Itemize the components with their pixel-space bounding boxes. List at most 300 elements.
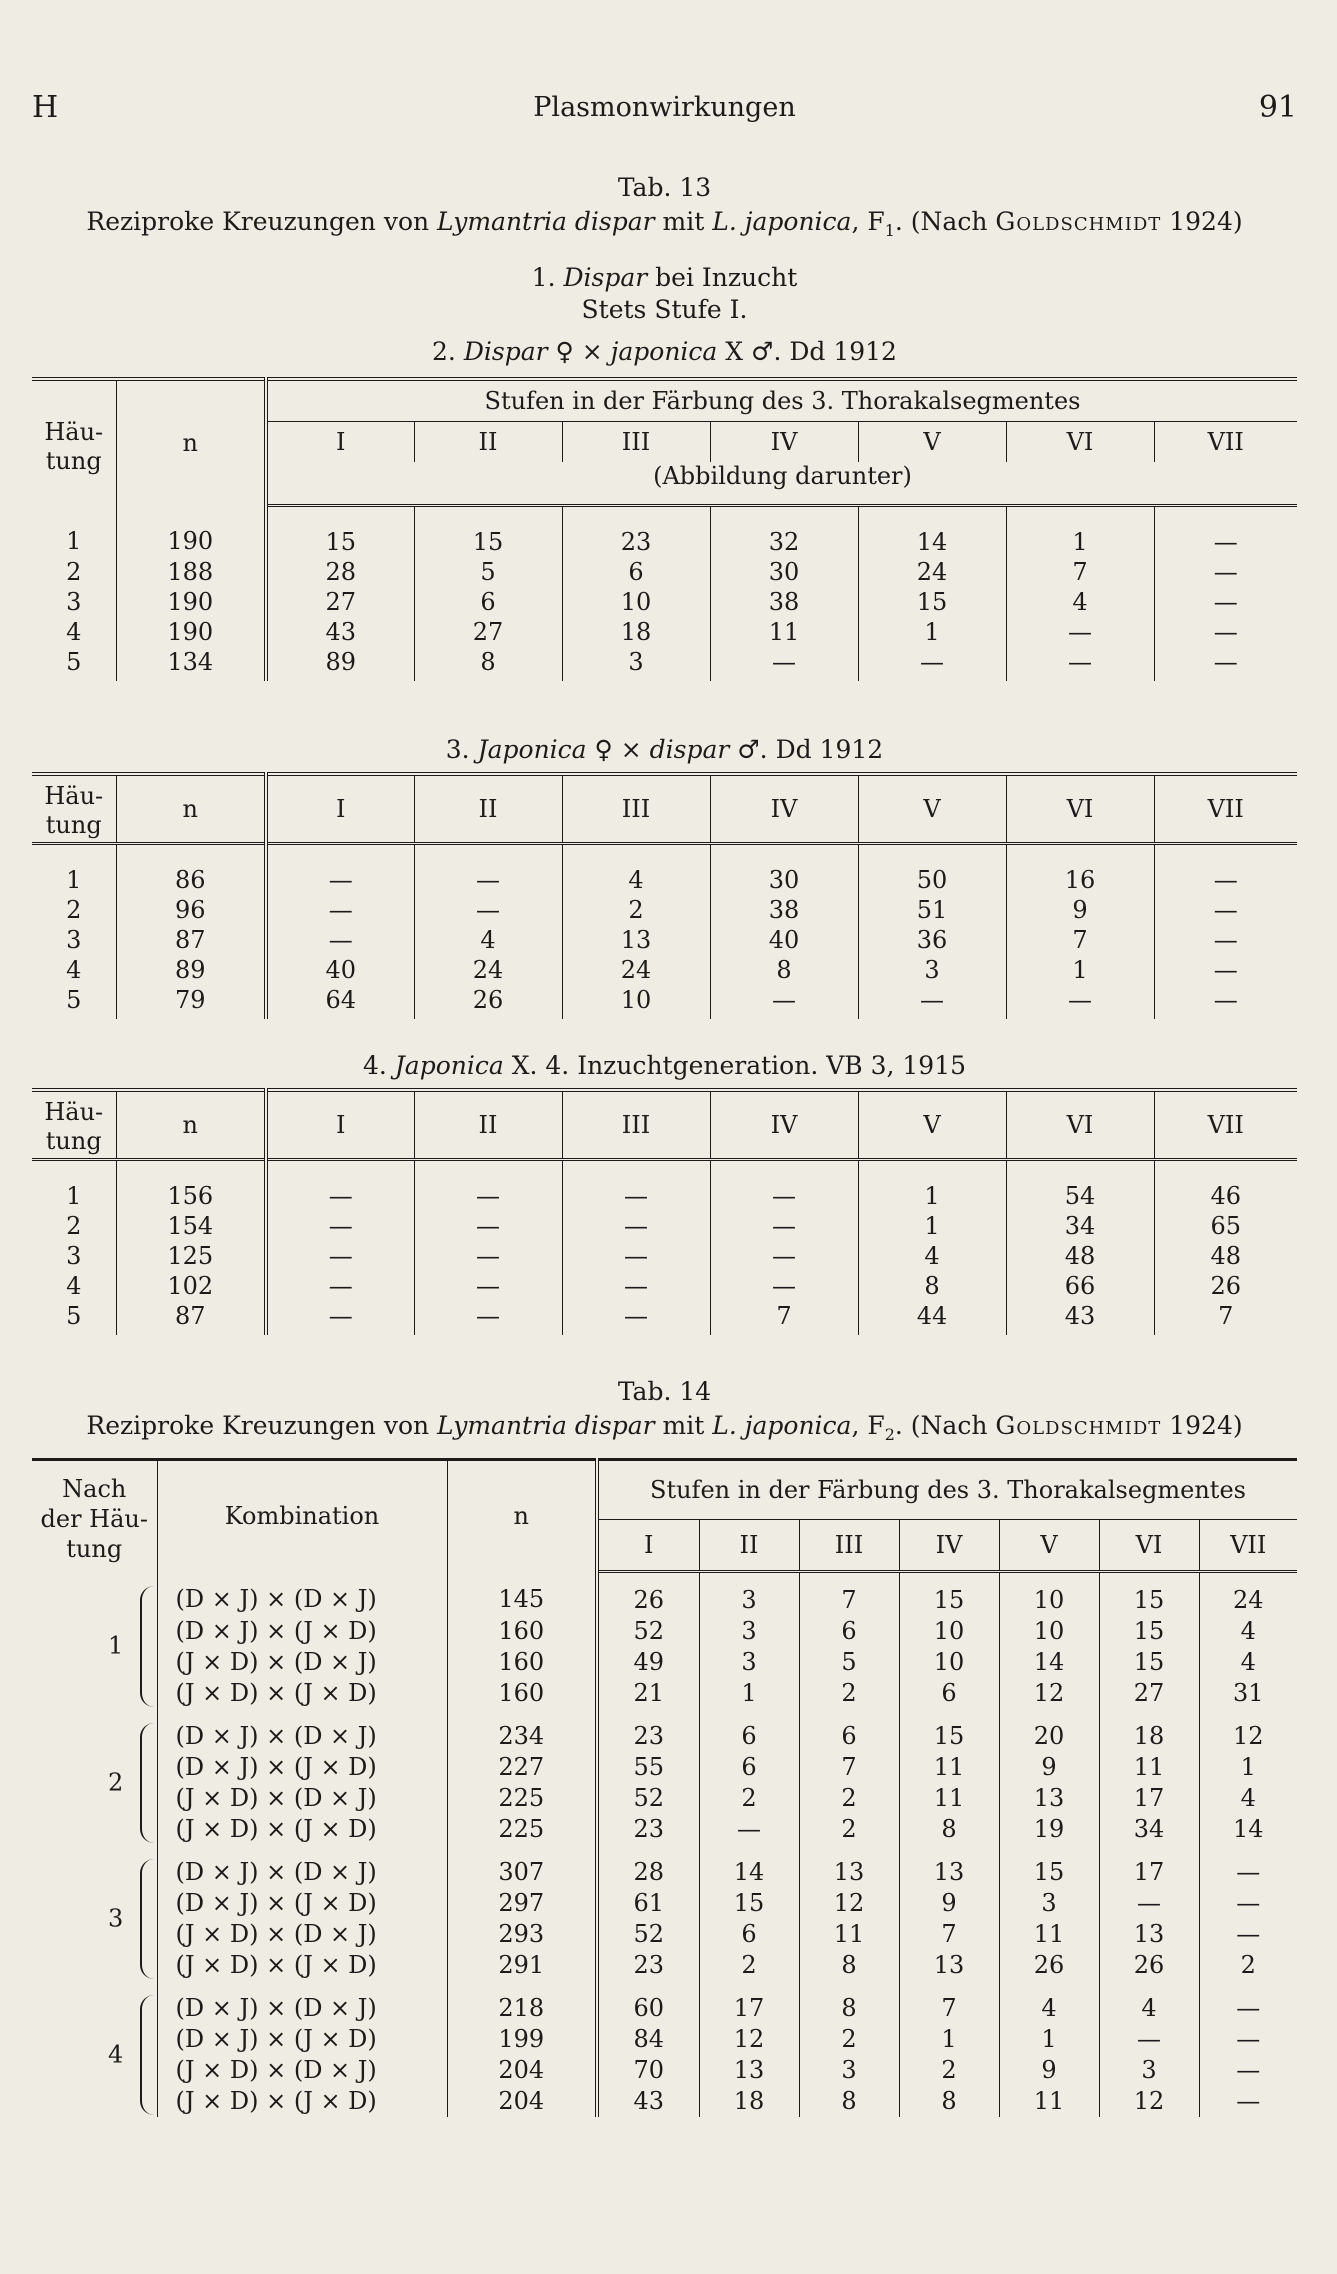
kombination-cell: (J × D) × (J × D) bbox=[157, 1678, 447, 1709]
table-row bbox=[32, 2086, 1297, 2117]
stufe-cell: 12 bbox=[1199, 1709, 1297, 1752]
table-section4 bbox=[32, 1088, 1297, 1335]
n-cell: 160 bbox=[447, 1647, 597, 1678]
stufe-cell: 61 bbox=[597, 1888, 699, 1919]
section-letter: H bbox=[32, 90, 59, 125]
kombination-cell: (D × J) × (J × D) bbox=[157, 1888, 447, 1919]
stufe-cell: — bbox=[1199, 1919, 1297, 1950]
kombination-cell: (D × J) × (J × D) bbox=[157, 2024, 447, 2055]
group-cell bbox=[32, 1845, 157, 1981]
stufe-cell: — bbox=[266, 925, 414, 955]
haeutung-cell: 3 bbox=[66, 926, 82, 954]
n-cell: 293 bbox=[447, 1919, 597, 1950]
n-cell: 102 bbox=[116, 1271, 266, 1301]
table-row bbox=[32, 617, 1297, 647]
stufe-cell: 34 bbox=[1006, 1211, 1154, 1241]
stufe-cell: — bbox=[1199, 2086, 1297, 2117]
stufe-cell: 4 bbox=[1006, 587, 1154, 617]
stufe-cell: 15 bbox=[699, 1888, 799, 1919]
level-header: II bbox=[699, 1520, 799, 1572]
stufe-cell: 11 bbox=[899, 1783, 999, 1814]
haeutung-cell: 1 bbox=[66, 866, 82, 894]
n-cell: 190 bbox=[116, 506, 266, 558]
table-row bbox=[32, 1160, 1297, 1212]
stufe-cell: 34 bbox=[1099, 1814, 1199, 1845]
stufe-cell: 36 bbox=[858, 925, 1006, 955]
haeutung-cell: 1 bbox=[66, 1182, 82, 1210]
n-cell: 160 bbox=[447, 1678, 597, 1709]
level-header: III bbox=[562, 422, 710, 463]
level-header: I bbox=[266, 774, 414, 844]
stufe-cell: 52 bbox=[597, 1616, 699, 1647]
table-row bbox=[32, 1845, 1297, 1888]
stufe-cell: — bbox=[710, 1211, 858, 1241]
stufe-cell: 3 bbox=[858, 955, 1006, 985]
table-row bbox=[32, 1981, 1297, 2024]
stufe-cell: 4 bbox=[1199, 1783, 1297, 1814]
stufe-cell: 6 bbox=[699, 1752, 799, 1783]
stufe-cell: 27 bbox=[1099, 1678, 1199, 1709]
stufe-cell: 26 bbox=[1099, 1950, 1199, 1981]
stufe-cell: 11 bbox=[999, 2086, 1099, 2117]
stufe-cell: 48 bbox=[1006, 1241, 1154, 1271]
stufe-cell: 23 bbox=[597, 1814, 699, 1845]
col-n: n bbox=[116, 774, 266, 844]
stufe-cell: 51 bbox=[858, 895, 1006, 925]
level-header: I bbox=[597, 1520, 699, 1572]
stufe-cell: 14 bbox=[1199, 1814, 1297, 1845]
stufe-cell: 2 bbox=[562, 895, 710, 925]
level-header: II bbox=[414, 1090, 562, 1160]
stufe-cell: 15 bbox=[1099, 1616, 1199, 1647]
n-cell: 188 bbox=[116, 557, 266, 587]
stufe-cell: 48 bbox=[1154, 1241, 1297, 1271]
stufe-cell: 14 bbox=[999, 1647, 1099, 1678]
stufe-cell: 70 bbox=[597, 2055, 699, 2086]
stufe-cell: 4 bbox=[1099, 1981, 1199, 2024]
stufe-cell: 14 bbox=[858, 506, 1006, 558]
stufen-header: Stufen in der Färbung des 3. Thorakalsegmentes bbox=[597, 1460, 1297, 1520]
stufe-cell: 27 bbox=[266, 587, 414, 617]
stufe-cell: 11 bbox=[999, 1919, 1099, 1950]
stufe-cell: 6 bbox=[414, 587, 562, 617]
level-header: I bbox=[266, 422, 414, 463]
stufe-cell: — bbox=[414, 1160, 562, 1212]
stufe-cell: 11 bbox=[799, 1919, 899, 1950]
stufe-cell: — bbox=[858, 647, 1006, 681]
stufe-cell: 64 bbox=[266, 985, 414, 1019]
stufe-cell: — bbox=[1006, 647, 1154, 681]
stufe-cell: 2 bbox=[799, 1678, 899, 1709]
col-nach-haeutung: Nach der Häu- tung bbox=[40, 1475, 148, 1564]
group-brace bbox=[140, 1586, 156, 1708]
stufe-cell: — bbox=[1154, 955, 1297, 985]
n-cell: 87 bbox=[116, 1301, 266, 1335]
table-row bbox=[32, 895, 1297, 925]
stufe-cell: 11 bbox=[710, 617, 858, 647]
stufe-cell: 13 bbox=[899, 1950, 999, 1981]
stufe-cell: 18 bbox=[562, 617, 710, 647]
stufe-cell: 17 bbox=[1099, 1845, 1199, 1888]
stufe-cell: — bbox=[266, 1160, 414, 1212]
stufe-cell: 7 bbox=[799, 1572, 899, 1617]
stufe-cell: 19 bbox=[999, 1814, 1099, 1845]
stufe-cell: 2 bbox=[1199, 1950, 1297, 1981]
group-number: 3 bbox=[108, 1904, 124, 1933]
abbildung-note: (Abbildung darunter) bbox=[266, 462, 1297, 506]
col-haeutung: Häu- tung bbox=[44, 418, 104, 476]
table-row bbox=[32, 985, 1297, 1019]
stufe-cell: 24 bbox=[562, 955, 710, 985]
stufe-cell: — bbox=[1154, 587, 1297, 617]
table-row bbox=[32, 1783, 1297, 1814]
stufe-cell: 1 bbox=[899, 2024, 999, 2055]
stufe-cell: 23 bbox=[597, 1709, 699, 1752]
running-head bbox=[32, 90, 1297, 130]
stufe-cell: — bbox=[858, 985, 1006, 1019]
n-cell: 204 bbox=[447, 2055, 597, 2086]
kombination-cell: (J × D) × (D × J) bbox=[157, 1647, 447, 1678]
stufe-cell: — bbox=[1199, 1981, 1297, 2024]
stufe-cell: — bbox=[1199, 1888, 1297, 1919]
stufe-cell: 28 bbox=[597, 1845, 699, 1888]
stufe-cell: 2 bbox=[799, 2024, 899, 2055]
n-cell: 225 bbox=[447, 1814, 597, 1845]
stufe-cell: — bbox=[1006, 985, 1154, 1019]
stufe-cell: 1 bbox=[1006, 506, 1154, 558]
group-brace bbox=[140, 1859, 156, 1979]
stufe-cell: 24 bbox=[858, 557, 1006, 587]
section3-title: 3. Japonica ♀ × dispar ♂. Dd 1912 bbox=[445, 735, 884, 764]
stufe-cell: 30 bbox=[710, 557, 858, 587]
stufe-cell: — bbox=[1006, 617, 1154, 647]
level-header: IV bbox=[710, 774, 858, 844]
stufe-cell: 7 bbox=[1006, 557, 1154, 587]
stufe-cell: 8 bbox=[799, 1981, 899, 2024]
stufe-cell: 52 bbox=[597, 1783, 699, 1814]
stufe-cell: 10 bbox=[899, 1647, 999, 1678]
stufe-cell: 40 bbox=[266, 955, 414, 985]
stufe-cell: 2 bbox=[699, 1950, 799, 1981]
stufe-cell: — bbox=[414, 1271, 562, 1301]
n-cell: 307 bbox=[447, 1845, 597, 1888]
stufe-cell: 4 bbox=[1199, 1647, 1297, 1678]
stufe-cell: — bbox=[414, 1211, 562, 1241]
stufe-cell: 27 bbox=[414, 617, 562, 647]
level-header: IV bbox=[710, 422, 858, 463]
table-row bbox=[32, 1572, 1297, 1617]
stufe-cell: 10 bbox=[562, 985, 710, 1019]
col-n: n bbox=[447, 1460, 597, 1572]
stufe-cell: 10 bbox=[899, 1616, 999, 1647]
table-section2 bbox=[32, 377, 1297, 681]
table-row bbox=[32, 955, 1297, 985]
n-cell: 190 bbox=[116, 617, 266, 647]
stufe-cell: 66 bbox=[1006, 1271, 1154, 1301]
stufe-cell: 84 bbox=[597, 2024, 699, 2055]
stufe-cell: 24 bbox=[414, 955, 562, 985]
stufe-cell: 2 bbox=[699, 1783, 799, 1814]
section4-title: 4. Japonica X. 4. Inzuchtgeneration. VB 3, 1915 bbox=[362, 1051, 967, 1080]
stufe-cell: 15 bbox=[1099, 1572, 1199, 1617]
group-brace bbox=[140, 1723, 156, 1843]
stufe-cell: — bbox=[562, 1241, 710, 1271]
stufe-cell: — bbox=[1154, 647, 1297, 681]
stufe-cell: 89 bbox=[266, 647, 414, 681]
n-cell: 154 bbox=[116, 1211, 266, 1241]
stufe-cell: 6 bbox=[799, 1709, 899, 1752]
stufe-cell: 7 bbox=[799, 1752, 899, 1783]
level-header: I bbox=[266, 1090, 414, 1160]
kombination-cell: (J × D) × (D × J) bbox=[157, 2055, 447, 2086]
stufe-cell: 17 bbox=[1099, 1783, 1199, 1814]
stufe-cell: 3 bbox=[699, 1616, 799, 1647]
kombination-cell: (J × D) × (D × J) bbox=[157, 1919, 447, 1950]
stufe-cell: 3 bbox=[562, 647, 710, 681]
level-header: V bbox=[858, 1090, 1006, 1160]
table-row bbox=[32, 1752, 1297, 1783]
group-number: 2 bbox=[108, 1768, 124, 1797]
stufe-cell: 15 bbox=[858, 587, 1006, 617]
n-cell: 86 bbox=[116, 844, 266, 896]
group-cell bbox=[32, 1709, 157, 1845]
kombination-cell: (D × J) × (D × J) bbox=[157, 1845, 447, 1888]
stufe-cell: — bbox=[1154, 844, 1297, 896]
stufe-cell: 4 bbox=[562, 844, 710, 896]
stufe-cell: 8 bbox=[710, 955, 858, 985]
stufe-cell: — bbox=[414, 1241, 562, 1271]
stufe-cell: 52 bbox=[597, 1919, 699, 1950]
stufe-cell: 3 bbox=[699, 1647, 799, 1678]
stufe-cell: 1 bbox=[858, 617, 1006, 647]
stufe-cell: 9 bbox=[899, 1888, 999, 1919]
haeutung-cell: 1 bbox=[66, 527, 82, 556]
stufe-cell: — bbox=[1154, 506, 1297, 558]
stufe-cell: 5 bbox=[799, 1647, 899, 1678]
col-n: n bbox=[116, 1090, 266, 1160]
table-row bbox=[32, 647, 1297, 681]
stufe-cell: 2 bbox=[899, 2055, 999, 2086]
stufe-cell: — bbox=[562, 1211, 710, 1241]
stufe-cell: 7 bbox=[1006, 925, 1154, 955]
stufe-cell: 38 bbox=[710, 587, 858, 617]
col-kombination: Kombination bbox=[157, 1460, 447, 1572]
level-header: III bbox=[799, 1520, 899, 1572]
level-header: VI bbox=[1006, 774, 1154, 844]
stufe-cell: — bbox=[562, 1271, 710, 1301]
stufe-cell: 2 bbox=[799, 1814, 899, 1845]
stufe-cell: 8 bbox=[899, 1814, 999, 1845]
stufe-cell: 43 bbox=[1006, 1301, 1154, 1335]
stufe-cell: 54 bbox=[1006, 1160, 1154, 1212]
group-brace bbox=[140, 1995, 156, 2115]
stufe-cell: 11 bbox=[1099, 1752, 1199, 1783]
table-row bbox=[32, 925, 1297, 955]
stufe-cell: 10 bbox=[999, 1572, 1099, 1617]
stufe-cell: — bbox=[562, 1301, 710, 1335]
col-haeutung: Häu- tung bbox=[32, 774, 116, 844]
stufe-cell: 3 bbox=[799, 2055, 899, 2086]
stufe-cell: 2 bbox=[799, 1783, 899, 1814]
stufe-cell: — bbox=[414, 844, 562, 896]
stufe-cell: 15 bbox=[1099, 1647, 1199, 1678]
table-row bbox=[32, 1271, 1297, 1301]
stufe-cell: 28 bbox=[266, 557, 414, 587]
kombination-cell: (D × J) × (J × D) bbox=[157, 1616, 447, 1647]
table-row bbox=[32, 1301, 1297, 1335]
stufe-cell: 26 bbox=[414, 985, 562, 1019]
haeutung-cell: 5 bbox=[66, 648, 82, 676]
stufe-cell: 6 bbox=[699, 1709, 799, 1752]
kombination-cell: (J × D) × (J × D) bbox=[157, 1950, 447, 1981]
n-cell: 79 bbox=[116, 985, 266, 1019]
stufe-cell: 12 bbox=[799, 1888, 899, 1919]
kombination-cell: (J × D) × (J × D) bbox=[157, 1814, 447, 1845]
stufe-cell: 3 bbox=[999, 1888, 1099, 1919]
stufe-cell: 20 bbox=[999, 1709, 1099, 1752]
stufe-cell: — bbox=[266, 1301, 414, 1335]
table-row bbox=[32, 1709, 1297, 1752]
haeutung-cell: 5 bbox=[66, 1302, 82, 1330]
haeutung-cell: 2 bbox=[66, 1212, 82, 1240]
stufe-cell: 26 bbox=[597, 1572, 699, 1617]
stufe-cell: 6 bbox=[799, 1616, 899, 1647]
stufe-cell: — bbox=[266, 1271, 414, 1301]
n-cell: 190 bbox=[116, 587, 266, 617]
stufe-cell: 15 bbox=[899, 1572, 999, 1617]
stufe-cell: — bbox=[710, 1241, 858, 1271]
stufe-cell: — bbox=[699, 1814, 799, 1845]
stufe-cell: 8 bbox=[799, 1950, 899, 1981]
table-row bbox=[32, 1950, 1297, 1981]
n-cell: 96 bbox=[116, 895, 266, 925]
n-cell: 156 bbox=[116, 1160, 266, 1212]
stufe-cell: — bbox=[1099, 2024, 1199, 2055]
stufe-cell: — bbox=[1199, 2055, 1297, 2086]
n-cell: 291 bbox=[447, 1950, 597, 1981]
table-tab14 bbox=[32, 1458, 1297, 2117]
n-cell: 125 bbox=[116, 1241, 266, 1271]
n-cell: 234 bbox=[447, 1709, 597, 1752]
kombination-cell: (J × D) × (J × D) bbox=[157, 2086, 447, 2117]
stufe-cell: 21 bbox=[597, 1678, 699, 1709]
stufe-cell: 7 bbox=[1154, 1301, 1297, 1335]
stufe-cell: 13 bbox=[1099, 1919, 1199, 1950]
stufe-cell: 4 bbox=[858, 1241, 1006, 1271]
tab14-caption: Reziproke Kreuzungen von Lymantria dispar mit L. japonica, $F_2$. (Nach Goldschmidt 1924) bbox=[86, 1411, 1243, 1444]
n-cell: 227 bbox=[447, 1752, 597, 1783]
table-section3 bbox=[32, 772, 1297, 1019]
section2-title: 2. Dispar ♀ × japonica X ♂. Dd 1912 bbox=[432, 337, 897, 366]
stufe-cell: — bbox=[562, 1160, 710, 1212]
section1-title: 1. Dispar bei Inzucht bbox=[531, 263, 798, 292]
stufe-cell: 3 bbox=[1099, 2055, 1199, 2086]
kombination-cell: (D × J) × (D × J) bbox=[157, 1709, 447, 1752]
table-row bbox=[32, 1647, 1297, 1678]
col-haeutung: Häu- tung bbox=[32, 1090, 116, 1160]
stufe-cell: 12 bbox=[1099, 2086, 1199, 2117]
n-cell: 199 bbox=[447, 2024, 597, 2055]
stufe-cell: 12 bbox=[999, 1678, 1099, 1709]
stufe-cell: 38 bbox=[710, 895, 858, 925]
stufe-cell: 1 bbox=[699, 1678, 799, 1709]
level-header: IV bbox=[710, 1090, 858, 1160]
stufe-cell: 9 bbox=[1006, 895, 1154, 925]
stufe-cell: — bbox=[1199, 2024, 1297, 2055]
stufe-cell: 23 bbox=[597, 1950, 699, 1981]
table-row bbox=[32, 1888, 1297, 1919]
stufe-cell: — bbox=[266, 1241, 414, 1271]
stufe-cell: 1 bbox=[858, 1211, 1006, 1241]
group-number: 4 bbox=[108, 2040, 124, 2069]
level-header: VII bbox=[1154, 422, 1297, 463]
group-cell bbox=[32, 1572, 157, 1710]
group-number: 1 bbox=[108, 1631, 124, 1660]
table-row bbox=[32, 1919, 1297, 1950]
tab14-label: Tab. 14 bbox=[617, 1377, 712, 1406]
n-cell: 87 bbox=[116, 925, 266, 955]
haeutung-cell: 2 bbox=[66, 896, 82, 924]
stufe-cell: — bbox=[1154, 617, 1297, 647]
n-cell: 204 bbox=[447, 2086, 597, 2117]
n-cell: 89 bbox=[116, 955, 266, 985]
table-row bbox=[32, 1616, 1297, 1647]
stufe-cell: 46 bbox=[1154, 1160, 1297, 1212]
haeutung-cell: 3 bbox=[66, 1242, 82, 1270]
n-cell: 134 bbox=[116, 647, 266, 681]
stufe-cell: 16 bbox=[1006, 844, 1154, 896]
stufe-cell: 10 bbox=[999, 1616, 1099, 1647]
stufe-cell: 4 bbox=[999, 1981, 1099, 2024]
level-header: V bbox=[858, 774, 1006, 844]
table-row bbox=[32, 1814, 1297, 1845]
stufe-cell: — bbox=[266, 1211, 414, 1241]
stufe-cell: 8 bbox=[414, 647, 562, 681]
table-row bbox=[32, 587, 1297, 617]
level-header: VII bbox=[1199, 1520, 1297, 1572]
stufe-cell: 7 bbox=[899, 1981, 999, 2024]
kombination-cell: (J × D) × (D × J) bbox=[157, 1783, 447, 1814]
page-number: 91 bbox=[1258, 90, 1297, 125]
stufe-cell: 26 bbox=[1154, 1271, 1297, 1301]
stufe-cell: 17 bbox=[699, 1981, 799, 2024]
stufe-cell: — bbox=[414, 1301, 562, 1335]
stufe-cell: 23 bbox=[562, 506, 710, 558]
level-header: II bbox=[414, 774, 562, 844]
table-row bbox=[32, 557, 1297, 587]
haeutung-cell: 4 bbox=[66, 1272, 82, 1300]
stufe-cell: 1 bbox=[999, 2024, 1099, 2055]
stufe-cell: 13 bbox=[899, 1845, 999, 1888]
stufe-cell: 31 bbox=[1199, 1678, 1297, 1709]
stufe-cell: 43 bbox=[597, 2086, 699, 2117]
stufe-cell: 4 bbox=[1199, 1616, 1297, 1647]
table-row bbox=[32, 2055, 1297, 2086]
kombination-cell: (D × J) × (D × J) bbox=[157, 1572, 447, 1617]
stufe-cell: — bbox=[1154, 985, 1297, 1019]
stufe-cell: 43 bbox=[266, 617, 414, 647]
stufe-cell: 13 bbox=[562, 925, 710, 955]
stufe-cell: 15 bbox=[899, 1709, 999, 1752]
stufe-cell: — bbox=[1154, 557, 1297, 587]
stufe-cell: 13 bbox=[799, 1845, 899, 1888]
stufe-cell: 12 bbox=[699, 2024, 799, 2055]
table-row bbox=[32, 844, 1297, 896]
haeutung-cell: 3 bbox=[66, 588, 82, 616]
stufe-cell: — bbox=[710, 647, 858, 681]
stufe-cell: — bbox=[414, 895, 562, 925]
table-row bbox=[32, 2024, 1297, 2055]
